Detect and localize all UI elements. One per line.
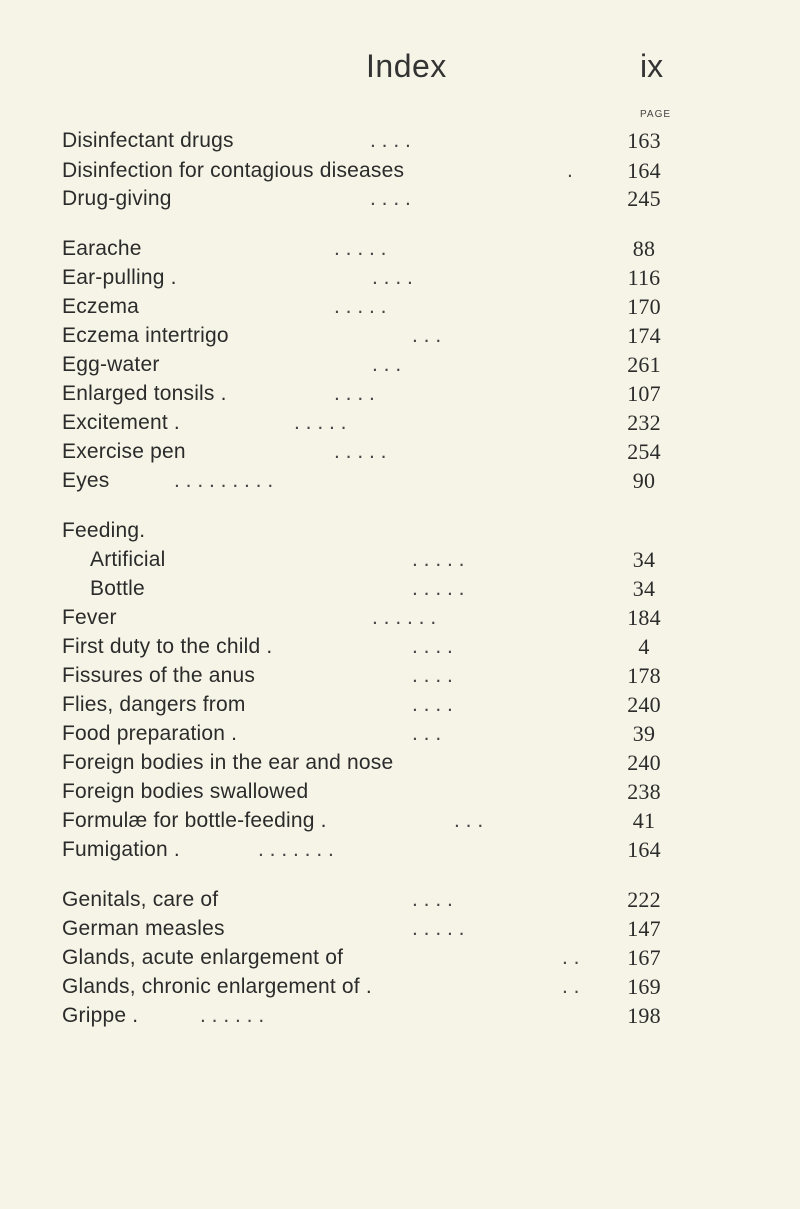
entry-term: Foreign bodies swallowed — [62, 780, 309, 803]
entry-page: 254 — [627, 439, 661, 464]
entry-page: 107 — [627, 381, 661, 406]
entry-page: 245 — [627, 186, 661, 211]
index-entry — [0, 516, 800, 546]
index-entry — [0, 292, 800, 322]
entry-term: Eczema — [62, 295, 140, 318]
index-entry — [0, 885, 800, 915]
entry-page: 169 — [627, 974, 661, 999]
entry-page: 238 — [627, 779, 661, 804]
entry-page: 222 — [627, 887, 661, 912]
leader-dots: . . . . . . — [200, 1004, 265, 1027]
entry-term: Genitals, care of — [62, 888, 219, 911]
entry-page: 147 — [627, 916, 661, 941]
entry-page: 34 — [632, 576, 656, 601]
entry-term: Glands, chronic enlargement of . — [62, 975, 372, 998]
index-entry — [0, 806, 800, 836]
entry-term: Grippe . — [62, 1004, 139, 1027]
leader-dots: . . . . . — [412, 577, 465, 600]
leader-dots: . — [567, 159, 573, 182]
page-number: ix — [640, 48, 664, 84]
entry-page: 232 — [627, 410, 661, 435]
entry-term: Glands, acute enlargement of — [62, 946, 344, 969]
index-entry — [0, 972, 800, 1002]
leader-dots: . . . . . — [334, 237, 387, 260]
index-entry — [0, 835, 800, 865]
entry-page: 164 — [627, 837, 661, 862]
entry-page: 240 — [627, 750, 661, 775]
leader-dots: . . . . . — [334, 295, 387, 318]
index-entry — [0, 661, 800, 691]
index-entry — [0, 379, 800, 409]
index-entry — [0, 184, 800, 214]
leader-dots: . . . — [412, 324, 442, 347]
page-title: Index — [366, 48, 447, 84]
entry-page: 240 — [627, 692, 661, 717]
entry-page: 34 — [632, 547, 656, 572]
leader-dots: . . . . — [412, 888, 453, 911]
leader-dots: . . . . — [372, 266, 413, 289]
index-entry — [0, 690, 800, 720]
entry-page: 164 — [627, 158, 661, 183]
entry-page: 41 — [632, 808, 656, 833]
entry-term: Enlarged tonsils . — [62, 382, 227, 405]
entry-term: Exercise pen — [62, 440, 186, 463]
index-entry — [0, 437, 800, 467]
entry-term: Foreign bodies in the ear and nose — [62, 751, 394, 774]
entry-page: 184 — [627, 605, 661, 630]
index-entry — [0, 632, 800, 662]
index-entry — [0, 126, 800, 156]
entry-term: Drug-giving — [62, 187, 172, 210]
entry-page: 39 — [632, 721, 656, 746]
entry-page: 88 — [632, 236, 656, 261]
entry-term: Disinfection for contagious diseases — [62, 159, 405, 182]
entry-page: 90 — [632, 468, 656, 493]
entry-term: Eyes — [62, 469, 110, 492]
entry-term: Ear-pulling . — [62, 266, 177, 289]
entry-term: First duty to the child . — [62, 635, 273, 658]
index-entry — [0, 263, 800, 293]
entry-term: Flies, dangers from — [62, 693, 246, 716]
entry-page: 4 — [638, 634, 650, 659]
index-entry — [0, 156, 800, 186]
index-entry — [0, 914, 800, 944]
leader-dots: . . — [562, 975, 580, 998]
index-subentry — [0, 574, 800, 604]
entry-page: 163 — [627, 128, 661, 153]
entry-term: Fumigation . — [62, 838, 180, 861]
leader-dots: . . . — [372, 353, 402, 376]
leader-dots: . . . . . — [334, 440, 387, 463]
entry-page: 167 — [627, 945, 661, 970]
entry-page: 116 — [627, 265, 661, 290]
entry-page: 261 — [627, 352, 661, 377]
leader-dots: . . . — [454, 809, 484, 832]
leader-dots: . . . . . . — [372, 606, 437, 629]
leader-dots: . . . . — [370, 129, 411, 152]
entry-page: 198 — [627, 1003, 661, 1028]
entry-term: Fever — [62, 606, 117, 629]
index-entry — [0, 719, 800, 749]
leader-dots: . . . . — [412, 664, 453, 687]
leader-dots: . . . . . — [412, 917, 465, 940]
leader-dots: . . . . — [370, 187, 411, 210]
index-entry — [0, 943, 800, 973]
entry-term: Eczema intertrigo — [62, 324, 229, 347]
entry-term: Excitement . — [62, 411, 180, 434]
entry-page: 178 — [627, 663, 661, 688]
leader-dots: . . . . . — [294, 411, 347, 434]
entry-term: German measles — [62, 917, 225, 940]
entry-term: Earache — [62, 237, 142, 260]
index-entry — [0, 748, 800, 778]
entry-page: 174 — [627, 323, 661, 348]
leader-dots: . . . . — [412, 693, 453, 716]
page-column-label: PAGE — [640, 109, 672, 120]
entry-term: Disinfectant drugs — [62, 129, 234, 152]
index-entry — [0, 466, 800, 496]
leader-dots: . . . . — [412, 635, 453, 658]
index-entry — [0, 234, 800, 264]
entry-term: Food preparation . — [62, 722, 238, 745]
entry-term: Feeding. — [62, 519, 146, 542]
entry-term: Bottle — [90, 577, 145, 600]
leader-dots: . . . — [412, 722, 442, 745]
index-entry — [0, 777, 800, 807]
index-entry — [0, 321, 800, 351]
index-subentry — [0, 545, 800, 575]
leader-dots: . . . . . . . . . — [174, 469, 274, 492]
entry-page: 170 — [627, 294, 661, 319]
leader-dots: . . — [562, 946, 580, 969]
index-entry — [0, 1001, 800, 1031]
entry-term: Artificial — [90, 548, 166, 571]
leader-dots: . . . . . . . — [258, 838, 334, 861]
entry-term: Formulæ for bottle-feeding . — [62, 809, 327, 832]
index-entry — [0, 350, 800, 380]
leader-dots: . . . . — [334, 382, 375, 405]
index-entry — [0, 603, 800, 633]
entry-term: Egg-water — [62, 353, 160, 376]
leader-dots: . . . . . — [412, 548, 465, 571]
entry-term: Fissures of the anus — [62, 664, 256, 687]
index-entry — [0, 408, 800, 438]
